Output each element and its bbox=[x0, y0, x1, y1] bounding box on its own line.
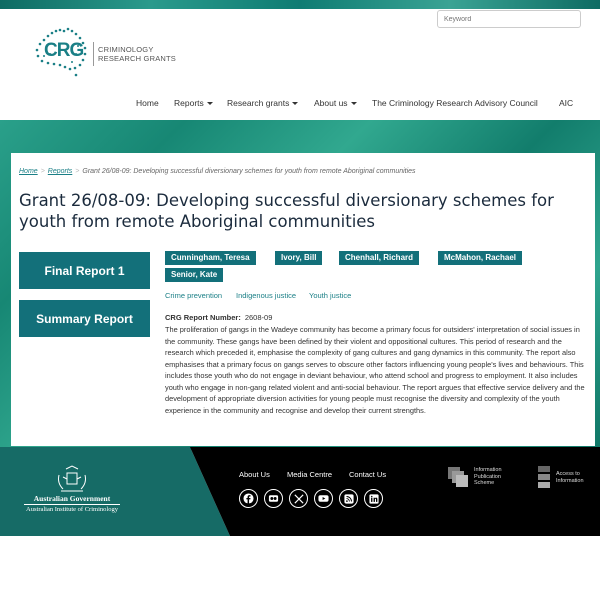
topic-tag[interactable]: Youth justice bbox=[309, 291, 352, 300]
footer-link-contact[interactable]: Contact Us bbox=[349, 470, 387, 479]
flickr-icon[interactable] bbox=[264, 489, 283, 508]
footer-link-media[interactable]: Media Centre bbox=[287, 470, 333, 479]
footer-link-about[interactable]: About Us bbox=[239, 470, 270, 479]
topic-tag[interactable]: Indigenous justice bbox=[236, 291, 297, 300]
nav-item-aic[interactable] bbox=[559, 98, 573, 108]
nav-item-research-grants[interactable] bbox=[227, 98, 298, 108]
report-number bbox=[165, 313, 272, 322]
top-accent-bar bbox=[0, 0, 600, 9]
topic-tag[interactable]: Crime prevention bbox=[165, 291, 223, 300]
summary-report-button[interactable]: Summary Report bbox=[19, 300, 150, 337]
main-nav bbox=[0, 98, 600, 112]
ips-line: Scheme bbox=[474, 480, 495, 486]
logo-line-1: CRIMINOLOGY bbox=[98, 45, 154, 54]
nav-label: AIC bbox=[559, 98, 574, 108]
nav-label: Home bbox=[136, 98, 159, 108]
svg-text:CRG: CRG bbox=[44, 40, 84, 61]
ati-line: Access to bbox=[556, 471, 580, 477]
caret-down-icon bbox=[292, 102, 298, 105]
report-number-label: CRG Report Number: bbox=[165, 313, 241, 322]
ips-line: Publication bbox=[474, 473, 501, 480]
rss-icon[interactable] bbox=[339, 489, 358, 508]
author-tag[interactable]: Chenhall, Richard bbox=[339, 251, 419, 265]
nav-label: About us bbox=[314, 98, 348, 108]
breadcrumb-current: Grant 26/08-09: Developing successful diversionary schemes for youth from remote Aboriginal communities bbox=[82, 168, 416, 175]
ati-line: Information bbox=[556, 477, 584, 484]
report-abstract: The proliferation of gangs in the Wadeye community has become a primary focus for outsiders' interpretation of social issues in the community. These gangs have been defined by their violent and oppositional cultures. This period of research and the research which preceded it, emphasise the complexity of gang cultures and gang dynamics in this community. The report also emphasises that a primary focus on gangs serves to obscure other factors influencing young people's lives and behaviours. This includes those youth who do not engage in deviant behaviour, who attend school and progress to employment. It also includes youth who engage in non-gang related violent and anti-social behaviour. The report argues that effective service delivery and the development of appropriate diversion activities for young people must recognise the diversity and complexity of the youth experience in the community and recognise and develop their current strengths. bbox=[165, 325, 585, 415]
nav-item-advisory-council[interactable] bbox=[372, 98, 538, 108]
ati-logo-icon bbox=[537, 466, 551, 488]
final-report-button[interactable]: Final Report 1 bbox=[19, 252, 150, 289]
aic-name: Australian Institute of Criminology bbox=[26, 506, 118, 513]
youtube-icon[interactable] bbox=[314, 489, 333, 508]
breadcrumb-separator: > bbox=[75, 168, 80, 175]
nav-label: Research grants bbox=[227, 98, 290, 108]
page-title: Grant 26/08-09: Developing successful diversionary schemes for youth from remote Aboriginal communities bbox=[19, 191, 554, 231]
x-icon[interactable] bbox=[289, 489, 308, 508]
logo-line-2: RESEARCH GRANTS bbox=[98, 54, 177, 63]
gov-name: Australian Government bbox=[33, 494, 111, 503]
footer-gov-panel bbox=[0, 447, 230, 536]
search-input[interactable] bbox=[437, 10, 581, 28]
nav-item-about-us[interactable] bbox=[314, 98, 357, 108]
author-tag[interactable]: Ivory, Bill bbox=[275, 251, 322, 265]
coat-of-arms-icon bbox=[55, 465, 89, 493]
nav-item-home[interactable] bbox=[136, 98, 159, 108]
breadcrumb-reports[interactable]: Reports bbox=[47, 168, 73, 175]
nav-label: The Criminology Research Advisory Council bbox=[372, 98, 538, 108]
author-tag[interactable]: Cunningham, Teresa bbox=[165, 251, 256, 265]
breadcrumb-home[interactable]: Home bbox=[19, 168, 38, 175]
breadcrumb-separator: > bbox=[40, 168, 45, 175]
report-number-value: 2608-09 bbox=[244, 313, 273, 322]
logo-divider bbox=[93, 42, 94, 66]
caret-down-icon bbox=[351, 102, 357, 105]
facebook-icon[interactable] bbox=[239, 489, 258, 508]
nav-item-reports[interactable] bbox=[174, 98, 213, 108]
ips-line: Information bbox=[474, 467, 502, 473]
author-tag[interactable]: Senior, Kate bbox=[165, 268, 223, 282]
breadcrumb bbox=[19, 168, 416, 175]
nav-label: Reports bbox=[174, 98, 204, 108]
gov-branding[interactable] bbox=[24, 494, 120, 513]
ati-text bbox=[556, 471, 584, 484]
linkedin-icon[interactable] bbox=[364, 489, 383, 508]
author-tag[interactable]: McMahon, Rachael bbox=[438, 251, 522, 265]
logo-wordmark bbox=[98, 45, 176, 63]
gov-rule bbox=[24, 504, 120, 505]
ips-text bbox=[474, 467, 502, 487]
caret-down-icon bbox=[207, 102, 213, 105]
